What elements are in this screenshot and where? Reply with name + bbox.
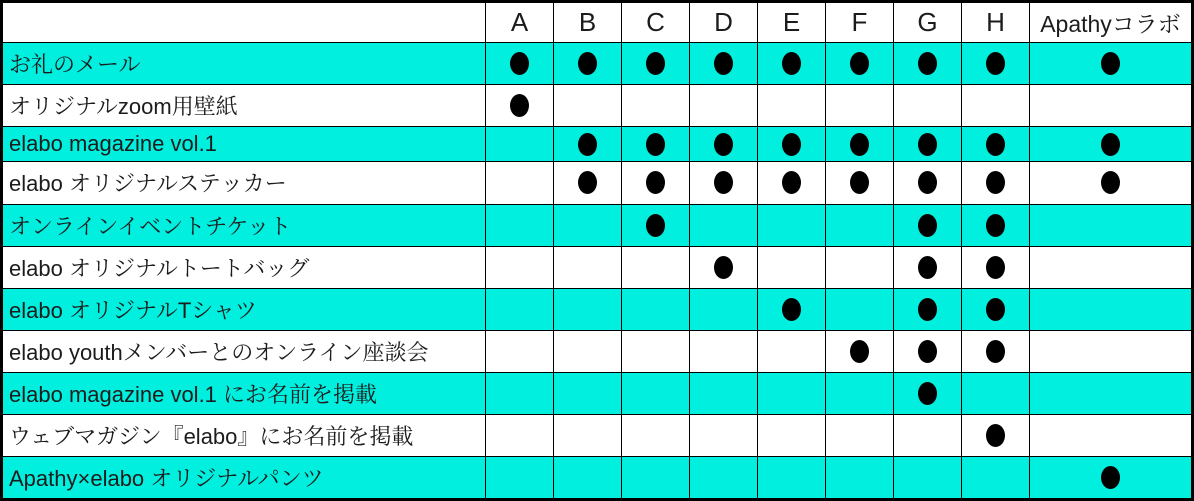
mark-cell-D (690, 330, 758, 372)
table-row (2, 414, 1193, 456)
filled-circle-icon (646, 171, 665, 194)
mark-cell-F (826, 43, 894, 85)
mark-cell-G (894, 372, 962, 414)
header-row (2, 2, 1193, 43)
mark-cell-E (758, 372, 826, 414)
mark-cell-E (758, 288, 826, 330)
mark-cell-B (554, 246, 622, 288)
filled-circle-icon (510, 94, 529, 117)
mark-cell-A (486, 414, 554, 456)
mark-cell-D (690, 127, 758, 162)
mark-cell-Apathyコラボ (1030, 414, 1193, 456)
filled-circle-icon (1101, 466, 1120, 489)
mark-cell-H (962, 330, 1030, 372)
table-row (2, 85, 1193, 127)
mark-cell-C (622, 456, 690, 499)
mark-cell-H (962, 246, 1030, 288)
mark-cell-H (962, 85, 1030, 127)
filled-circle-icon (714, 256, 733, 279)
mark-cell-C (622, 43, 690, 85)
filled-circle-icon (986, 256, 1005, 279)
row-label: オンラインイベントチケット (2, 204, 486, 246)
filled-circle-icon (1101, 171, 1120, 194)
mark-cell-H (962, 162, 1030, 204)
filled-circle-icon (782, 171, 801, 194)
mark-cell-D (690, 43, 758, 85)
mark-cell-D (690, 85, 758, 127)
filled-circle-icon (1101, 133, 1120, 156)
mark-cell-F (826, 127, 894, 162)
filled-circle-icon (918, 52, 937, 75)
filled-circle-icon (850, 133, 869, 156)
filled-circle-icon (782, 52, 801, 75)
mark-cell-C (622, 414, 690, 456)
mark-cell-A (486, 456, 554, 499)
filled-circle-icon (986, 171, 1005, 194)
column-header-C: C (622, 2, 690, 43)
filled-circle-icon (578, 133, 597, 156)
filled-circle-icon (646, 133, 665, 156)
mark-cell-E (758, 204, 826, 246)
mark-cell-D (690, 246, 758, 288)
mark-cell-E (758, 43, 826, 85)
mark-cell-F (826, 204, 894, 246)
mark-cell-C (622, 288, 690, 330)
filled-circle-icon (986, 214, 1005, 237)
filled-circle-icon (850, 52, 869, 75)
column-header-A: A (486, 2, 554, 43)
row-label: elabo オリジナルトートバッグ (2, 246, 486, 288)
column-header-G: G (894, 2, 962, 43)
mark-cell-D (690, 372, 758, 414)
filled-circle-icon (850, 171, 869, 194)
column-header-Apathyコラボ: Apathyコラボ (1030, 2, 1193, 43)
filled-circle-icon (510, 52, 529, 75)
row-label: elabo オリジナルTシャツ (2, 288, 486, 330)
filled-circle-icon (782, 133, 801, 156)
mark-cell-H (962, 127, 1030, 162)
row-label: オリジナルzoom用壁紙 (2, 85, 486, 127)
table-row (2, 204, 1193, 246)
mark-cell-F (826, 414, 894, 456)
row-label: お礼のメール (2, 43, 486, 85)
filled-circle-icon (782, 298, 801, 321)
mark-cell-B (554, 43, 622, 85)
mark-cell-G (894, 288, 962, 330)
mark-cell-C (622, 162, 690, 204)
mark-cell-H (962, 43, 1030, 85)
mark-cell-D (690, 204, 758, 246)
mark-cell-C (622, 372, 690, 414)
filled-circle-icon (1101, 52, 1120, 75)
mark-cell-G (894, 43, 962, 85)
mark-cell-B (554, 288, 622, 330)
mark-cell-F (826, 246, 894, 288)
mark-cell-C (622, 204, 690, 246)
filled-circle-icon (918, 340, 937, 363)
filled-circle-icon (986, 298, 1005, 321)
filled-circle-icon (850, 340, 869, 363)
filled-circle-icon (714, 52, 733, 75)
row-label: ウェブマガジン『elabo』にお名前を掲載 (2, 414, 486, 456)
mark-cell-B (554, 456, 622, 499)
mark-cell-G (894, 330, 962, 372)
mark-cell-A (486, 127, 554, 162)
mark-cell-B (554, 330, 622, 372)
mark-cell-H (962, 204, 1030, 246)
row-label: elabo magazine vol.1 にお名前を掲載 (2, 372, 486, 414)
filled-circle-icon (714, 133, 733, 156)
table-row (2, 372, 1193, 414)
filled-circle-icon (918, 298, 937, 321)
table-row (2, 246, 1193, 288)
filled-circle-icon (918, 382, 937, 405)
mark-cell-B (554, 127, 622, 162)
column-header-D: D (690, 2, 758, 43)
mark-cell-D (690, 414, 758, 456)
mark-cell-H (962, 456, 1030, 499)
filled-circle-icon (918, 256, 937, 279)
mark-cell-E (758, 246, 826, 288)
mark-cell-G (894, 204, 962, 246)
filled-circle-icon (714, 171, 733, 194)
mark-cell-Apathyコラボ (1030, 246, 1193, 288)
mark-cell-G (894, 414, 962, 456)
mark-cell-E (758, 456, 826, 499)
mark-cell-B (554, 414, 622, 456)
filled-circle-icon (986, 340, 1005, 363)
filled-circle-icon (986, 424, 1005, 447)
mark-cell-E (758, 414, 826, 456)
table-row (2, 330, 1193, 372)
mark-cell-A (486, 43, 554, 85)
mark-cell-F (826, 372, 894, 414)
mark-cell-Apathyコラボ (1030, 204, 1193, 246)
mark-cell-D (690, 456, 758, 499)
mark-cell-G (894, 85, 962, 127)
mark-cell-C (622, 246, 690, 288)
mark-cell-A (486, 330, 554, 372)
mark-cell-C (622, 330, 690, 372)
row-label: Apathy×elabo オリジナルパンツ (2, 456, 486, 499)
mark-cell-G (894, 456, 962, 499)
mark-cell-A (486, 246, 554, 288)
filled-circle-icon (646, 214, 665, 237)
table-row (2, 456, 1193, 499)
mark-cell-B (554, 162, 622, 204)
mark-cell-H (962, 414, 1030, 456)
mark-cell-A (486, 204, 554, 246)
mark-cell-F (826, 456, 894, 499)
filled-circle-icon (646, 52, 665, 75)
mark-cell-A (486, 372, 554, 414)
column-header-B: B (554, 2, 622, 43)
mark-cell-G (894, 246, 962, 288)
table-header (2, 2, 1193, 43)
mark-cell-D (690, 288, 758, 330)
corner-cell (2, 2, 486, 43)
mark-cell-E (758, 85, 826, 127)
filled-circle-icon (918, 171, 937, 194)
mark-cell-G (894, 162, 962, 204)
mark-cell-Apathyコラボ (1030, 372, 1193, 414)
mark-cell-F (826, 162, 894, 204)
mark-cell-Apathyコラボ (1030, 456, 1193, 499)
mark-cell-Apathyコラボ (1030, 127, 1193, 162)
filled-circle-icon (578, 52, 597, 75)
table-row (2, 43, 1193, 85)
mark-cell-Apathyコラボ (1030, 288, 1193, 330)
mark-cell-E (758, 330, 826, 372)
mark-cell-C (622, 85, 690, 127)
row-label: elabo youthメンバーとのオンライン座談会 (2, 330, 486, 372)
mark-cell-B (554, 204, 622, 246)
mark-cell-E (758, 162, 826, 204)
column-header-E: E (758, 2, 826, 43)
mark-cell-C (622, 127, 690, 162)
mark-cell-A (486, 85, 554, 127)
filled-circle-icon (918, 214, 937, 237)
table-body (2, 43, 1193, 500)
mark-cell-F (826, 330, 894, 372)
filled-circle-icon (986, 52, 1005, 75)
mark-cell-Apathyコラボ (1030, 162, 1193, 204)
filled-circle-icon (986, 133, 1005, 156)
mark-cell-B (554, 85, 622, 127)
mark-cell-G (894, 127, 962, 162)
mark-cell-H (962, 372, 1030, 414)
mark-cell-E (758, 127, 826, 162)
row-label: elabo magazine vol.1 (2, 127, 486, 162)
mark-cell-Apathyコラボ (1030, 330, 1193, 372)
mark-cell-H (962, 288, 1030, 330)
column-header-F: F (826, 2, 894, 43)
table-row (2, 162, 1193, 204)
mark-cell-A (486, 288, 554, 330)
table-row (2, 288, 1193, 330)
mark-cell-A (486, 162, 554, 204)
mark-cell-Apathyコラボ (1030, 43, 1193, 85)
filled-circle-icon (578, 171, 597, 194)
mark-cell-F (826, 288, 894, 330)
filled-circle-icon (918, 133, 937, 156)
mark-cell-Apathyコラボ (1030, 85, 1193, 127)
table-row (2, 127, 1193, 162)
mark-cell-D (690, 162, 758, 204)
mark-cell-F (826, 85, 894, 127)
row-label: elabo オリジナルステッカー (2, 162, 486, 204)
column-header-H: H (962, 2, 1030, 43)
mark-cell-B (554, 372, 622, 414)
